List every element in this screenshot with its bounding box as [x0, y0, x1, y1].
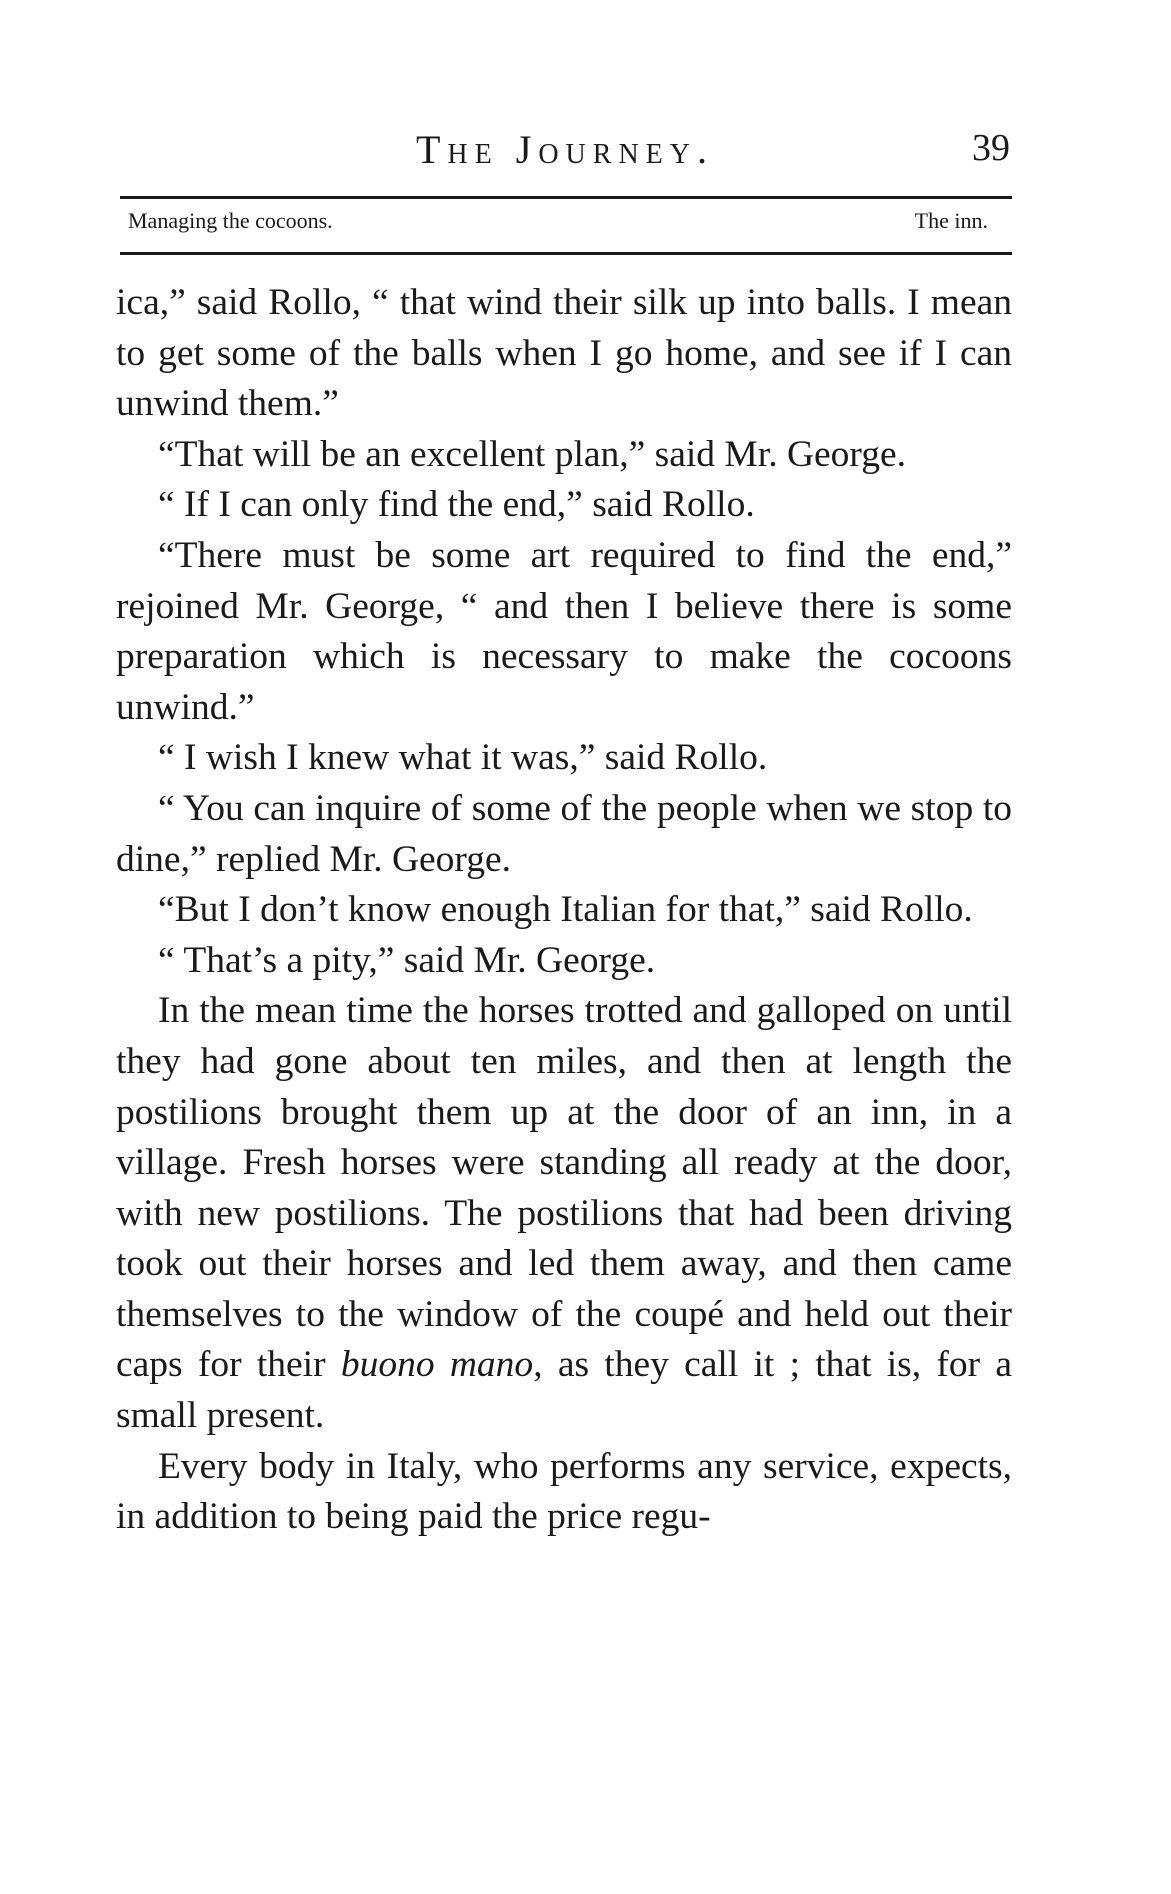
- subhead-left: Managing the cocoons.: [128, 208, 333, 233]
- paragraph-9: [116, 986, 1012, 1441]
- paragraph-9-text: In the mean time the horses trotted and galloped on until they had gone about ten miles, and then at length the postilions brought them up at the door of an inn, in a village. Fresh horses were standing all ready at the door, with new postilions. The postilions that had been driving took out their horses and led them away, and then came themselves to the window of the coupé and held out their caps for their: [116, 990, 1012, 1386]
- paragraph-2: “That will be an excellent plan,” said Mr. George.: [158, 433, 907, 475]
- paragraph-10: Every body in Italy, who performs any service, expects, in addition to being paid the price regu-: [116, 1445, 1012, 1538]
- subhead-right: The inn.: [914, 208, 988, 233]
- running-head: [120, 126, 1010, 182]
- paragraph-9-tail: , as they call it ; that is, for a small present.: [116, 1344, 1013, 1437]
- paragraph-8: “ That’s a pity,” said Mr. George.: [158, 939, 656, 981]
- paragraph-1: ica,” said Rollo, “ that wind their silk up into balls. I mean to get some of the balls when I go home, and see if I can unwind them.”: [116, 282, 1012, 425]
- bottom-rule: [120, 252, 1012, 255]
- italic-phrase: buono mano: [340, 1344, 534, 1386]
- page-number: 39: [972, 127, 1010, 169]
- paragraph-7: “But I don’t know enough Italian for that,” said Rollo.: [158, 889, 973, 931]
- chapter-title: The Journey.: [416, 127, 714, 172]
- body-text: [116, 278, 1012, 1543]
- paragraph-3: “ If I can only find the end,” said Rollo.: [158, 484, 755, 526]
- paragraph-5: “ I wish I knew what it was,” said Rollo.: [158, 737, 768, 779]
- paragraph-4: “There must be some art required to find the end,” rejoined Mr. George, “ and then I believe there is some preparation which is necessary to make the cocoons unwind.”: [116, 534, 1012, 728]
- top-rule: [120, 196, 1012, 199]
- paragraph-6: “ You can inquire of some of the people when we stop to dine,” replied Mr. George.: [116, 787, 1012, 880]
